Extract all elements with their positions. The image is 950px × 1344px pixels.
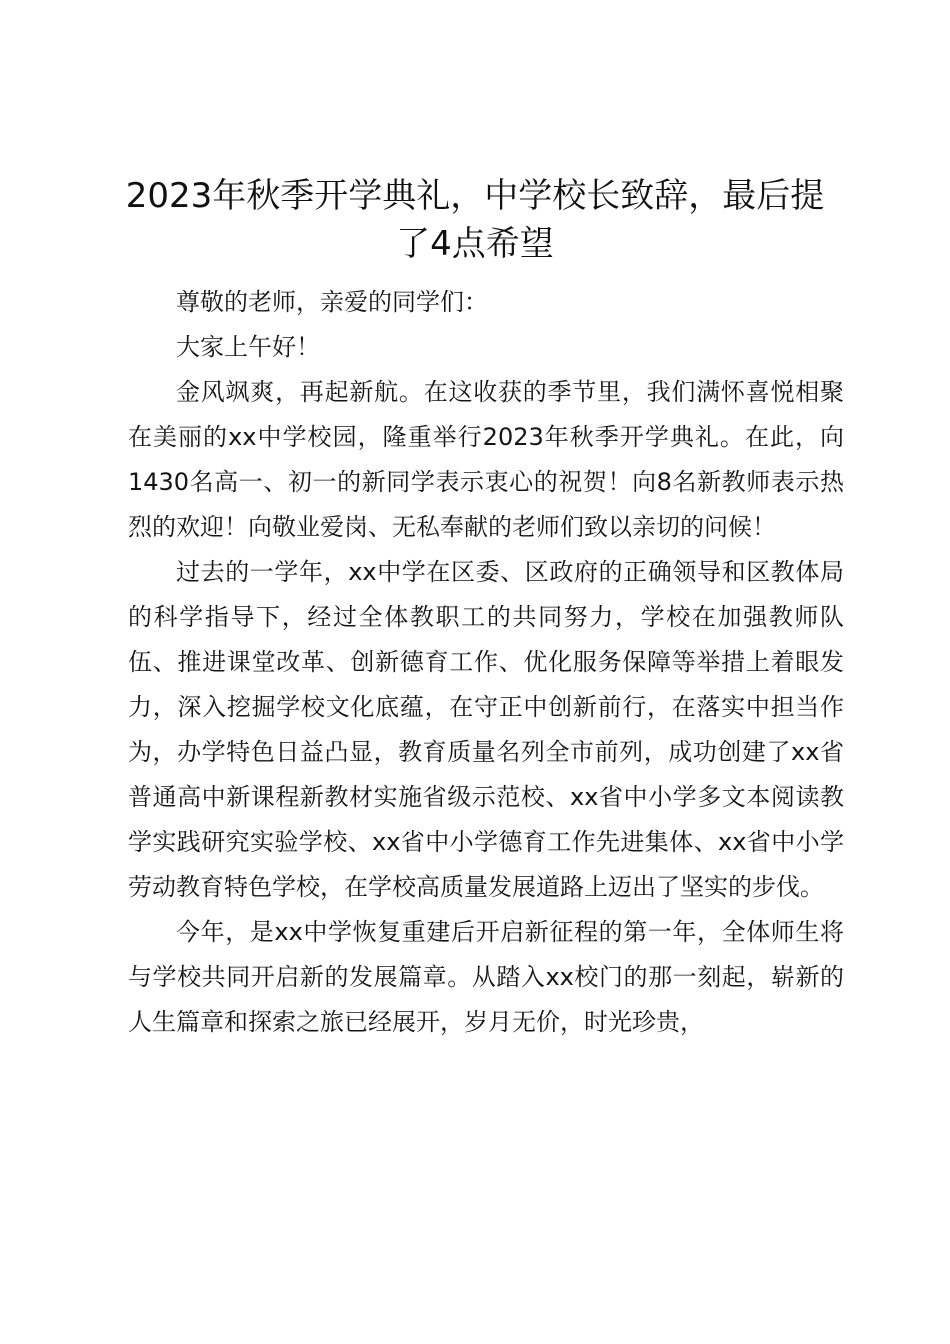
salutation: 尊敬的老师，亲爱的同学们： — [176, 288, 488, 316]
document-body — [128, 280, 844, 1045]
paragraph-past-year: 过去的一学年，xx中学在区委、区政府的正确领导和区教体局的科学指导下，经过全体教职工的共同努力，学校在加强教师队伍、推进课堂改革、创新德育工作、优化服务保障等举措上着眼发力，深入挖掘学校文化底蕴，在守正中创新前行，在落实中担当作为，办学特色日益凸显，教育质量名列全市前列，成功创建了xx省普通高中新课程新教材实施省级示范校、xx省中小学多文本阅读教学实践研究实验学校、xx省中小学德育工作先进集体、xx省中小学劳动教育特色学校，在学校高质量发展道路上迈出了坚实的步伐。 — [128, 558, 844, 901]
document-title: 2023年秋季开学典礼，中学校长致辞，最后提了4点希望 — [125, 176, 825, 264]
paragraph-opening: 金风飒爽，再起新航。在这收获的季节里，我们满怀喜悦相聚在美丽的xx中学校园，隆重举行2023年秋季开学典礼。在此，向1430名高一、初一的新同学表示衷心的祝贺！向8名新教师表示热烈的欢迎！向敬业爱岗、无私奉献的老师们致以亲切的问候！ — [128, 378, 844, 541]
greeting: 大家上午好！ — [176, 333, 320, 361]
paragraph-this-year: 今年，是xx中学恢复重建后开启新征程的第一年，全体师生将与学校共同开启新的发展篇章。从踏入xx校门的那一刻起，崭新的人生篇章和探索之旅已经展开，岁月无价，时光珍贵， — [128, 918, 844, 1036]
